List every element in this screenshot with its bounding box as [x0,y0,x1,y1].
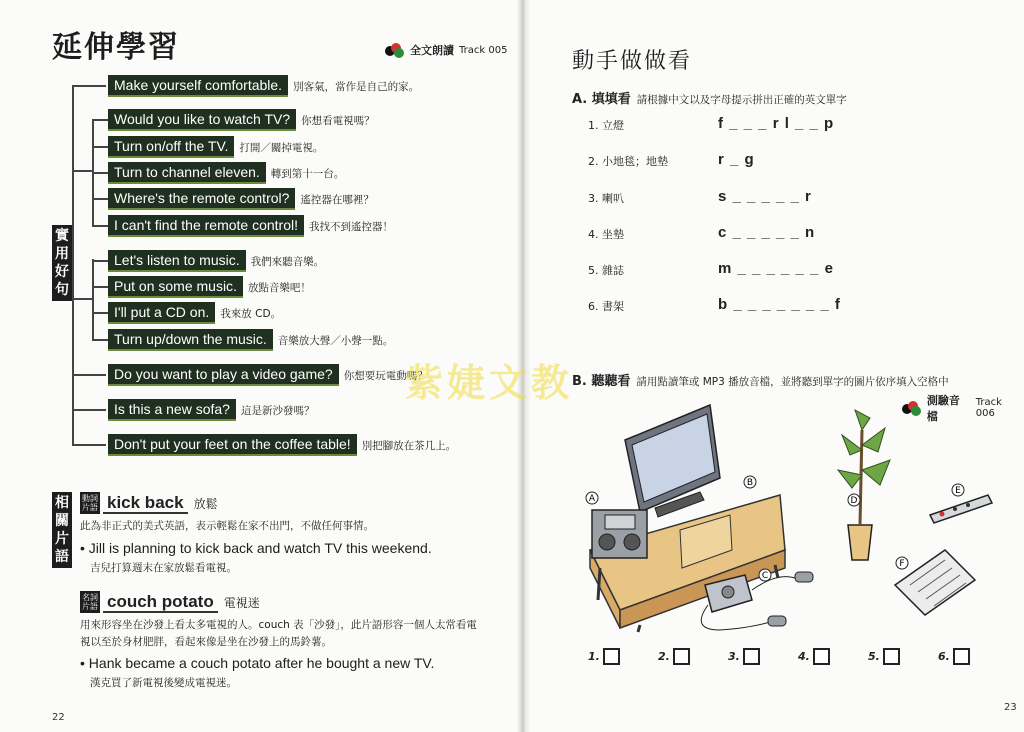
phrase-4 [108,162,344,184]
term-title: couch potato [103,592,218,613]
phrase-en: I can't find the remote control! [108,215,304,237]
answer-box-5[interactable] [868,648,938,665]
question-row-2 [588,151,928,171]
question-zh: 喇叭 [602,192,624,205]
remote-control-picture [930,495,992,523]
answer-box-4[interactable] [798,648,868,665]
pic-label-e: E [955,486,961,496]
tree-branch [92,172,108,174]
phrase-zh: 轉到第十一台。 [270,167,345,180]
phrase-zh: 這是新沙發嗎？ [240,404,315,417]
question-zh: 雜誌 [602,264,624,277]
question-text [588,262,624,278]
section-a-label: A. 填填看 [572,92,631,107]
phrase-zh: 別客氣，當作是自己的家。 [293,80,420,93]
question-number: 2. [588,155,599,168]
answer-checkbox[interactable] [603,648,620,665]
tree-branch [92,312,108,314]
phrase-en: Is this a new sofa? [108,399,236,421]
page-number-right: 23 [1004,702,1017,713]
answer-checkbox[interactable] [953,648,970,665]
phrase-9 [108,302,281,324]
pic-label-b: B [746,478,754,488]
question-text [588,190,624,206]
question-zh: 書架 [602,300,624,313]
section-b-instructions: 請用點讀筆或 MP3 播放音檔，並將聽到單字的圖片依序填入空格中 [636,376,949,388]
tree-branch [72,444,106,446]
track-005-code: Track 005 [459,44,508,56]
tree-branch [72,409,106,411]
phrase-en: Do you want to play a video game? [108,364,339,386]
box-number: 2. [658,650,670,663]
box-number: 4. [798,650,810,663]
box-number: 5. [868,650,880,663]
stereo-picture [592,510,647,558]
phrase-10 [108,329,393,351]
page-number-left: 22 [52,712,65,723]
track-005-label [385,42,507,58]
answer-blank[interactable]: f _ _ _ r l _ _ p [718,115,835,132]
phrase-en: Don't put your feet on the coffee table! [108,434,357,456]
phrase-zh: 放點音樂吧！ [247,281,311,294]
section-b-heading [572,370,949,389]
question-row-6 [588,296,928,316]
answer-box-6[interactable] [938,648,1008,665]
answer-blank[interactable]: c _ _ _ _ _ n [718,224,816,241]
phrase-en: Turn to channel eleven. [108,162,266,184]
phrase-1 [108,75,419,97]
question-zh: 小地毯；地墊 [602,155,668,168]
phrase-6 [108,215,393,237]
watermark-text: 紫婕文教 [405,361,574,405]
pic-label-d: D [850,496,858,506]
tree-branch [72,85,106,87]
answer-blank[interactable]: s _ _ _ _ _ r [718,188,812,205]
answer-box-3[interactable] [728,648,798,665]
noun-phrase-tag: 名詞片語 [82,593,98,611]
term1-description: 此為非正式的美式英語，表示輕鬆在家不出門，不做任何事情。 [80,520,374,532]
section-a-heading [572,88,847,107]
answer-box-1[interactable] [588,648,658,665]
term-couch-potato [80,591,260,613]
answer-blank[interactable]: b _ _ _ _ _ _ _ f [718,296,841,313]
section-a-instructions: 請根據中文以及字母提示拼出正確的英文單字 [636,94,847,106]
answer-box-2[interactable] [658,648,728,665]
phrase-zh: 我們來聽音樂。 [250,255,325,268]
phrase-zh: 我找不到遙控器！ [309,220,393,233]
tree-branch [92,225,108,227]
tree-branch [92,260,108,262]
phrase-zh: 音樂放大聲／小聲一點。 [277,334,394,347]
verb-phrase-tag: 動詞片語 [82,494,98,512]
tree-branch [92,286,108,288]
page-title-left: 延伸學習 [52,30,180,65]
plant-picture [838,410,890,560]
answer-blank[interactable]: m _ _ _ _ _ _ e [718,260,834,277]
term-meaning: 放鬆 [193,496,218,511]
phrase-7 [108,250,324,272]
question-number: 5. [588,264,599,277]
phrase-en: I'll put a CD on. [108,302,215,324]
phrase-zh: 遙控器在哪裡？ [300,193,374,206]
question-row-4 [588,224,928,244]
answer-checkbox[interactable] [883,648,900,665]
phrase-zh: 你想看電視嗎？ [301,114,375,127]
related-phrases-label: 相 關 片 語 [52,492,72,568]
phrase-en: Would you like to watch TV? [108,109,296,131]
question-row-5 [588,260,928,280]
phrase-en: Make yourself comfortable. [108,75,288,97]
phrase-2 [108,109,375,131]
answer-checkbox[interactable] [813,648,830,665]
answer-checkbox[interactable] [673,648,690,665]
section-b-label: B. 聽聽看 [572,374,631,389]
box-number: 6. [938,650,950,663]
phrase-3 [108,136,323,158]
question-number: 1. [588,119,599,132]
question-number: 4. [588,228,599,241]
term2-description-2: 視以至於身材肥胖，看起來像是坐在沙發上的馬鈴薯。 [80,636,332,648]
answer-blank[interactable]: r _ g [718,151,755,168]
living-room-illustration [580,400,1000,640]
phrase-5 [108,188,374,210]
page-title-right: 動手做做看 [572,49,693,74]
question-number: 3. [588,192,599,205]
question-zh: 坐墊 [602,228,624,241]
term2-example: • Hank became a couch potato after he bought a new TV. [80,655,435,671]
phrase-en: Turn on/off the TV. [108,136,234,158]
answer-boxes-row [588,648,1008,665]
question-text [588,153,668,169]
tree-branch [92,259,94,339]
useful-sentences-label: 實 用 好 句 [52,225,72,301]
tree-trunk [72,85,74,445]
track-006-title: 測驗音檔 [926,394,960,423]
term-title: kick back [103,493,188,514]
phrase-8 [108,276,311,298]
question-row-3 [588,188,928,208]
tree-branch [92,339,108,341]
phrase-zh: 別把腳放在茶几上。 [361,439,457,452]
phrase-en: Turn up/down the music. [108,329,273,351]
pic-label-a: A [588,494,596,504]
phrase-12 [108,399,314,421]
question-text [588,298,624,314]
phrase-13 [108,434,456,456]
question-text [588,226,624,242]
term1-example-zh: 吉兒打算週末在家放鬆看電視。 [90,562,237,574]
tree-branch [72,170,92,172]
question-number: 6. [588,300,599,313]
term-kick-back [80,492,218,514]
phrase-en: Where's the remote control? [108,188,295,210]
question-text [588,117,624,133]
tree-branch [92,146,108,148]
term-meaning: 電視迷 [223,595,260,610]
pic-label-c: C [761,571,769,581]
phrase-11 [108,364,428,386]
tree-branch [92,198,108,200]
term2-description-1: 用來形容坐在沙發上看太多電視的人。couch 表「沙發」，此片語形容一個人太常看電 [80,619,477,631]
phrase-en: Let's listen to music. [108,250,246,272]
box-number: 1. [588,650,600,663]
term1-example: • Jill is planning to kick back and watch TV this weekend. [80,540,432,556]
audio-dots-icon [385,43,405,57]
tv-picture [625,405,720,517]
phrase-zh: 打開／關掉電視。 [239,141,324,154]
pic-label-f: F [899,559,905,569]
question-zh: 立燈 [602,119,624,132]
answer-checkbox[interactable] [743,648,760,665]
box-number: 3. [728,650,740,663]
phrase-zh: 你想要玩電動嗎？ [343,369,428,382]
tree-branch [72,298,92,300]
phrase-zh: 我來放 CD。 [220,307,282,320]
phrase-en: Put on some music. [108,276,243,298]
track-005-title: 全文朗讀 [410,44,454,57]
tree-branch [72,374,106,376]
term2-example-zh: 漢克買了新電視後變成電視迷。 [90,677,237,689]
question-row-1 [588,115,928,135]
track-006-code: Track 006 [975,397,1002,419]
tree-branch [92,119,108,121]
